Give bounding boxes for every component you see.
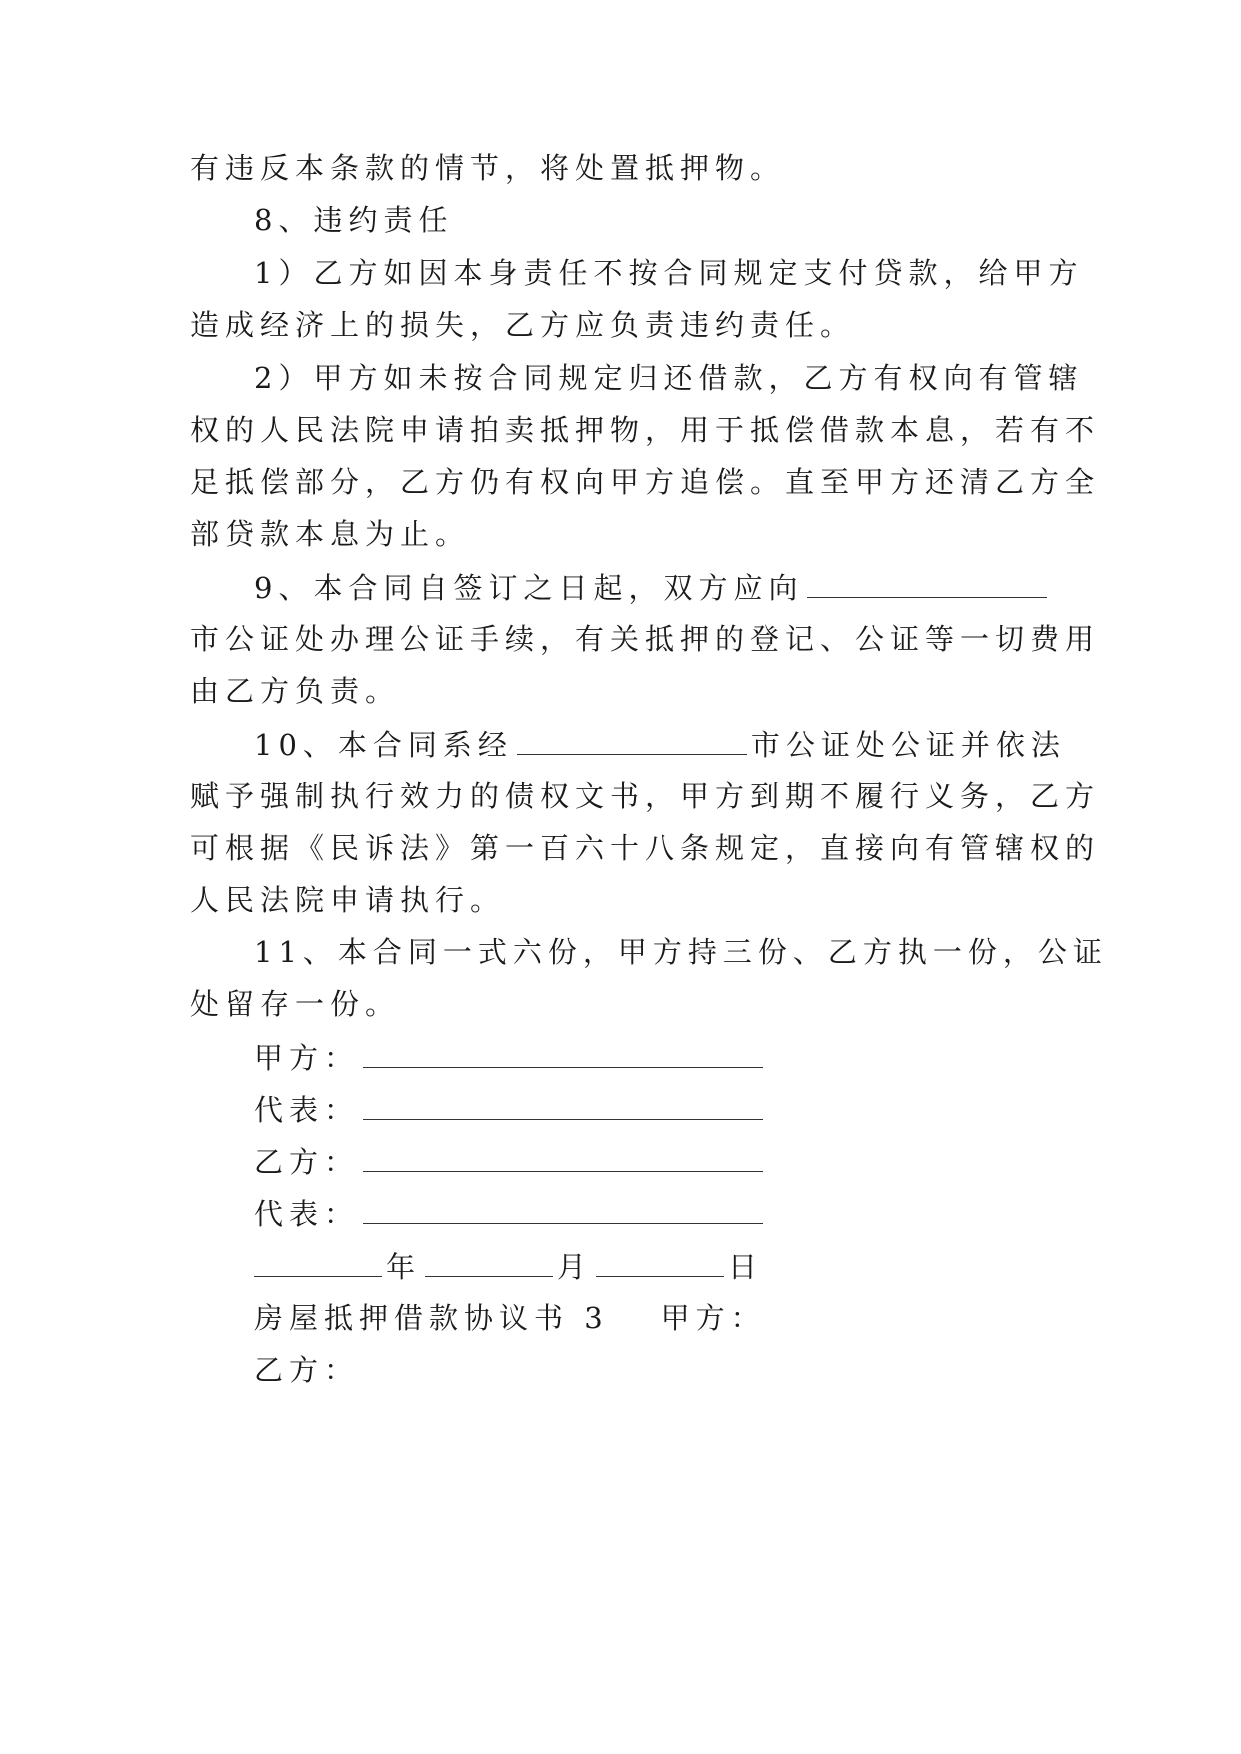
signature-label: 代表： — [254, 1093, 360, 1127]
paragraph-line: 人民法院申请执行。 — [190, 883, 506, 917]
paragraph-line: 由乙方负责。 — [190, 674, 401, 708]
clause-9-text: 9、本合同自签订之日起，双方应向 — [254, 571, 804, 605]
fill-in-blank — [807, 567, 1047, 598]
signature-party-b — [254, 1141, 767, 1182]
next-section-header — [254, 1298, 766, 1338]
date-line — [254, 1246, 763, 1287]
paragraph-line: 市公证处办理公证手续，有关抵押的登记、公证等一切费用 — [190, 622, 1101, 656]
paragraph-line: 足抵偿部分，乙方仍有权向甲方追偿。直至甲方还清乙方全 — [190, 465, 1101, 499]
day-label: 日 — [728, 1250, 764, 1284]
clause-10-text: 10、本合同系经 — [254, 728, 513, 762]
signature-blank — [363, 1141, 763, 1172]
clause-10-text-cont: 市公证处公证并依法 — [750, 728, 1066, 762]
next-section-party-b: 乙方： — [254, 1353, 360, 1387]
signature-rep-b — [254, 1193, 767, 1234]
paragraph-line — [254, 724, 1066, 765]
section-heading-8: 8、违约责任 — [254, 203, 454, 237]
day-blank — [596, 1246, 724, 1277]
paragraph-line: 2）甲方如未按合同规定归还借款，乙方有权向有管辖 — [254, 361, 1084, 395]
year-blank — [254, 1246, 382, 1277]
next-section-party-a: 甲方： — [660, 1301, 766, 1335]
paragraph-line — [254, 567, 1051, 608]
month-blank — [425, 1246, 553, 1277]
signature-blank — [363, 1089, 763, 1120]
signature-rep-a — [254, 1089, 767, 1130]
signature-label: 甲方： — [254, 1041, 360, 1075]
paragraph-line: 有违反本条款的情节，将处置抵押物。 — [190, 151, 786, 185]
signature-label: 代表： — [254, 1197, 360, 1231]
fill-in-blank — [517, 724, 747, 755]
signature-blank — [363, 1037, 763, 1068]
year-label: 年 — [386, 1250, 422, 1284]
paragraph-line: 可根据《民诉法》第一百六十八条规定，直接向有管辖权的 — [190, 831, 1101, 865]
paragraph-line: 处留存一份。 — [190, 987, 401, 1021]
paragraph-line: 1）乙方如因本身责任不按合同规定支付贷款，给甲方 — [254, 256, 1084, 290]
paragraph-line: 权的人民法院申请拍卖抵押物，用于抵偿借款本息，若有不 — [190, 413, 1101, 447]
signature-blank — [363, 1193, 763, 1224]
paragraph-line: 赋予强制执行效力的债权文书，甲方到期不履行义务，乙方 — [190, 779, 1101, 813]
signature-label: 乙方： — [254, 1145, 360, 1179]
paragraph-line: 11、本合同一式六份，甲方持三份、乙方执一份，公证 — [254, 935, 1108, 969]
signature-party-a — [254, 1037, 767, 1078]
next-section-title: 房屋抵押借款协议书 3 — [254, 1301, 609, 1335]
paragraph-line: 部贷款本息为止。 — [190, 517, 471, 551]
month-label: 月 — [557, 1250, 593, 1284]
paragraph-line: 造成经济上的损失，乙方应负责违约责任。 — [190, 308, 856, 342]
